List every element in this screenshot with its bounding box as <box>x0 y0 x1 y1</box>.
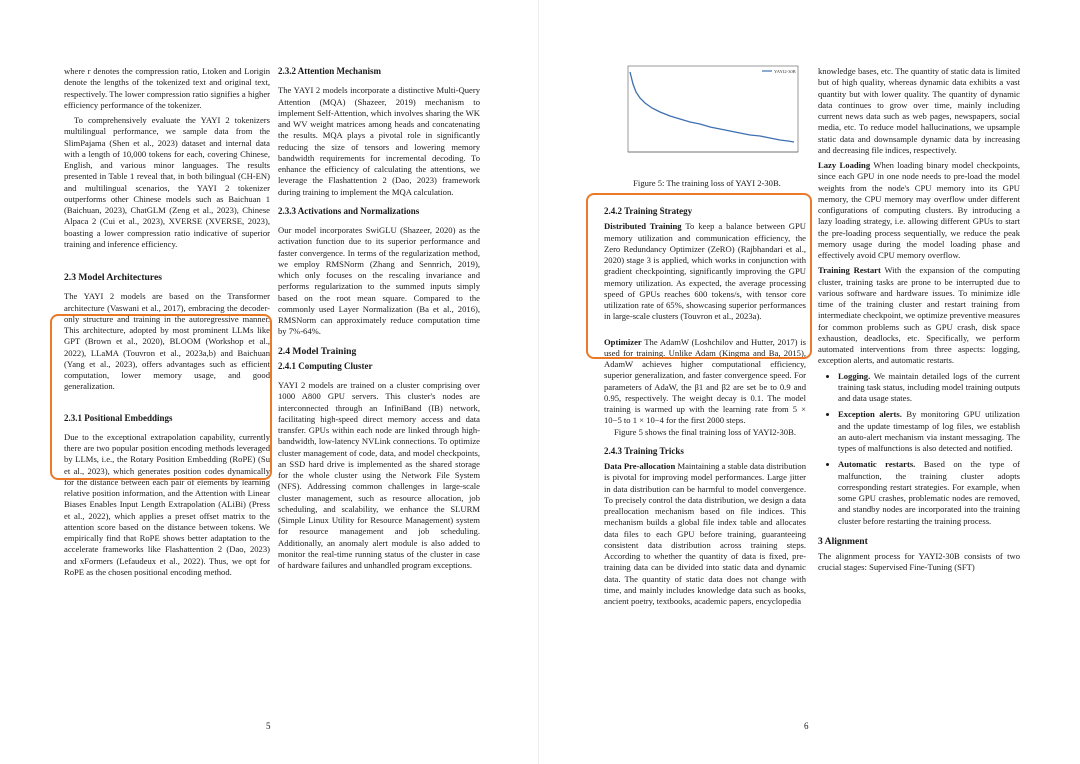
section-2-3-2-heading: 2.3.2 Attention Mechanism <box>278 66 381 76</box>
optimizer-body: The AdamW (Loshchilov and Hutter, 2017) is used for training. Unlike Adam (Kingma and Ba, 2015), AdamW achieves higher computational efficiency, superior generalization, and faster convergence speed. For parameters of AdaW, the β1 and β2 are set be to 0.9 and 0.95, respectively. The weight decay is 0.1. The model training is warmed up with the learning rate from 5 × 10−5 to 1 × 10−4 for the first 2000 steps. <box>604 336 806 426</box>
page-number: 5 <box>266 721 271 731</box>
restart-bullet-list <box>818 371 1020 527</box>
section-2-3-3-body: Our model incorporates SwiGLU (Shazeer, 2020) as the activation function due to its superior performance and faster convergence. In terms of the regularization method, we employ RMSNorm (Zhang and Sennrich, 2019), which only focuses on the rescaling invariance and performs regularization to the summed inputs simply based on the root mean square. Compared to the commonly used Layer Normalization (Ba et al., 2016), RMSNorm can approximately reduce computation time by 7%-64%. <box>278 225 480 337</box>
section-2-3-1-body: Due to the exceptional extrapolation capability, currently there are two popular position encoding methods leveraged by LLMs, i.e., the Rotary Position Embedding (RoPE) (Su et al., 2023), which generates position codes dynamically for the distance between each pair of elements by learning relative position information, and the Attention with Linear Biases Enables Input Length Extrapolation (ALiBi) (Press et al., 2022), which applies a preset offset matrix to the attention score based on the distance between tokens. We empirically find that RoPE shows better adaptation to the accelerate frameworks like Flashattention 2 (Dao, 2023) and xFormers (Lefaudeux et al., 2022). Thus, we opt for RoPE as the chosen positional encoding method. <box>64 431 270 577</box>
bullet-logging-label: Logging. <box>838 370 871 381</box>
left-column-2 <box>278 66 480 571</box>
distributed-training-label: Distributed Training <box>604 221 682 232</box>
bullet-logging-body: We maintain detailed logs of the current training task status, including model training outputs and data usage states. <box>838 370 1020 403</box>
optimizer-label: Optimizer <box>604 336 642 347</box>
lazy-loading-body: When loading binary model checkpoints, since each GPU in one node needs to pre-load the model weights from the node's CPU memory into its GPU memory, the CPU memory may overflow under different configurations of computing clusters. By introducing a lazy loading strategy, i.e. allowing different GPUs to start the pre-loading process sequentially, we reduce the peak memory usage during the model loading phase and effectively avoid CPU memory overflow. <box>818 160 1020 260</box>
bullet-logging <box>838 371 1020 405</box>
section-2-3-body: The YAYI 2 models are based on the Transformer architecture (Vaswani et al., 2017), embracing the decoder-only structure and training in the autoregressive manner. This architecture, adopted by most prominent LLMs like GPT (Brown et al., 2020), BLOOM (Workshop et al., 2022), LLaMA (Touvron et al., 2023a,b) and Baichuan (Yang et al., 2023), offers advantages such as efficient computation, lower memory usage, and good generalization. <box>64 291 270 392</box>
bullet-exception-body: By monitoring GPU utilization and the update timestamp of log files, we establish an auto-alert mechanism via instant messaging. The types of malfunctions is also detected and notified. <box>838 409 1020 453</box>
bullet-automatic-restarts <box>838 459 1020 527</box>
training-loss-chart <box>612 62 802 164</box>
figure-5-caption: Figure 5: The training loss of YAYI 2-30B. <box>633 178 781 188</box>
data-preallocation-body: Maintaining a stable data distribution is pivotal for improving model performances. Large jitter in data distribution can be harmful to model convergence. To precisely control the data distribution, we design a data preallocation mechanism based on file indices. This mechanism builds a global file index table and allocates data files to each GPU before training, guaranteeing consistent data distribution across training steps. According to whether the quantity of data is fixed, pre-training data can be divided into static data and dynamic data. The quantity of static data does not change with time, and mainly includes knowledge data such as books, ancient poetry, textbooks, academic papers, encyclopedia <box>604 461 806 606</box>
section-2-3-3-heading: 2.3.3 Activations and Normalizations <box>278 205 420 216</box>
page-number: 6 <box>804 721 809 731</box>
data-preallocation-label: Data Pre-allocation <box>604 461 676 471</box>
page-5 <box>4 18 528 760</box>
legend-label: YAYI2-30B <box>774 69 796 74</box>
right-column-2 <box>818 66 1020 574</box>
distributed-training-body: To keep a balance between GPU memory utilization and communication efficiency, the Zero Redundancy Optimizer (ZeRO) (Rajbhandari et al., 2020) stage 3 is applied, which works in conjunction with gradient checkpointing, significantly improving the GPU memory utilization. As expected, the average processing speed of GPUs reaches 600 tokens/s, with tensor core utilization rate of 65%, showcasing superior performances in large-scale clusters (Touvron et al., 2023a). <box>604 221 806 322</box>
training-restart-body: With the expansion of the computing cluster, training tasks are prone to be interrupted due to various software and hardware issues. To minimize idle time of the training cluster and restart training from intermediate checkpoint, we optimize preventive measures for common problems such as GPU crash, disk space exhaustion, deadlocks, etc. Specifically, we perform automated interventions from three aspects: logging, exception alerts, and automatic restarts. <box>818 265 1021 366</box>
bullet-exception-alerts <box>838 409 1020 454</box>
section-2-4-3-heading: 2.4.3 Training Tricks <box>604 445 684 456</box>
section-2-4-1-heading: 2.4.1 Computing Cluster <box>278 360 373 371</box>
bullet-exception-label: Exception alerts. <box>838 409 902 420</box>
bullet-restart-label: Automatic restarts. <box>838 459 916 470</box>
section-2-4-heading: 2.4 Model Training <box>278 345 357 357</box>
section-2-3-2-body: The YAYI 2 models incorporate a distinctive Multi-Query Attention (MQA) (Shazeer, 2019) mechanism to implement Self-Attention, which involves sharing the WK and WV weight matrices among heads and concatenating the results. MQA plays a pivotal role in significantly reducing the size of tensors and lowering memory bandwidth requirements for incremental decoding. To enhance the efficiency of calculating the attentions, we leverage the Flashattention 2 (Dao, 2023) framework during training to implement the MQA calculation. <box>278 85 480 197</box>
section-3-body: The alignment process for YAYI2-30B consists of two crucial stages: Supervised Fine-Tuning (SFT) <box>818 551 1020 573</box>
highlight-box-training-strategy <box>586 193 812 359</box>
page-divider <box>538 0 539 764</box>
section-2-3-heading: 2.3 Model Architectures <box>64 272 162 283</box>
bullet-restart-body: Based on the type of malfunction, the training cluster adopts corresponding restart strategies. For example, when some GPU crashes, problematic nodes are removed, and standby nodes are incorporated into the training cluster before restarting the training process. <box>838 459 1020 526</box>
compression-ratio-text: where r denotes the compression ratio, Ltoken and Lorigin denote the lengths of the tokenized text and original text, respectively. The lower compression ratio signifies a higher efficiency performance of the tokenizer. <box>64 66 270 110</box>
page-6 <box>548 18 1072 760</box>
optimizer-figure-ref: Figure 5 shows the final training loss of YAYI2-30B. <box>614 426 796 437</box>
section-3-heading: 3 Alignment <box>818 535 868 547</box>
training-restart-label: Training Restart <box>818 265 881 276</box>
training-loss-figure <box>612 62 802 164</box>
section-2-4-2-heading: 2.4.2 Training Strategy <box>604 206 693 216</box>
section-2-3-1-heading: 2.3.1 Positional Embeddings <box>64 412 173 423</box>
static-data-text: knowledge bases, etc. The quantity of static data is limited but of high quality, whereas dynamic data exhibits a vast quantity but with lower quality. The quantity of dynamic data continues to grow over time, mainly including current news data such as web pages, newspapers, social media, etc. To reduce model hallucinations, we upsample static data and downsample dynamic data by increasing and decreasing file indices, respectively. <box>818 66 1020 155</box>
lazy-loading-label: Lazy Loading <box>818 160 871 170</box>
section-2-4-1-body: YAYI 2 models are trained on a cluster comprising over 1000 A800 GPU servers. This cluster's nodes are interconnected through an InfiniBand (IB) network, facilitating high-speed direct memory access and data transfer. GPUs within each node are linked through high-bandwidth, low-latency NVLink connections. To optimize cluster management of code, data, and model checkpoints, an SSD hard drive is implemented as the shared storage for the whole cluster using the Network File System (NFS). Addressing common challenges in large-scale cluster management, such as resource allocation, job scheduling, and scalability, we enhance the SLURM (Simple Linux Utility for Resource Management) system for resource management and job scheduling. Additionally, an anomaly alert module is also added to monitor the real-time running status of the cluster in case of hardware failures and unhandled program exceptions. <box>278 380 480 570</box>
tokenizer-eval-paragraph: To comprehensively evaluate the YAYI 2 tokenizers multilingual performance, we sample data from the SlimPajama (Shen et al., 2023) dataset and internal data with a length of 10,000 tokens for each, covering Chinese, English, and various minor languages. The results presented in Table 1 reveal that, in both bilingual (CH-EN) and multilingual scenarios, the YAYI 2 tokenizer outperforms other Chinese models such as Baichuan 1 (Baichuan, 2023), ChatGLM (Zeng et al., 2023), Chinese Alpaca 2 (Cui et al., 2023), XVERSE (XVERSE, 2023), boasting a lower compression ratio indicative of superior training and inference efficiency. <box>64 115 270 249</box>
highlight-box-model-architectures <box>50 314 272 480</box>
